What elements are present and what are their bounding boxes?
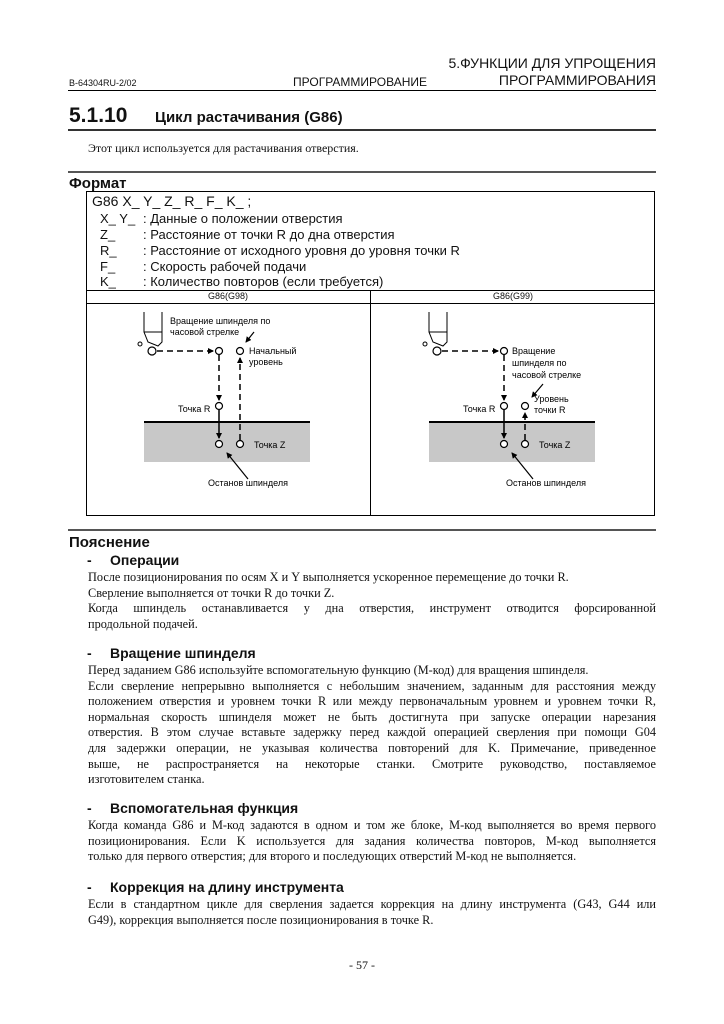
diagram-g98 <box>86 304 370 504</box>
subheading-spindle-rotation: Вращение шпинделя <box>110 645 256 661</box>
tool-icon <box>138 312 162 346</box>
section-title: Цикл растачивания (G86) <box>155 109 343 126</box>
format-heading: Формат <box>69 175 127 192</box>
param-desc: : Скорость рабочей подачи <box>143 259 307 274</box>
text-line: G49), коррекция выполняется после позиционирования в точке R. <box>88 912 434 927</box>
subheading-tool-length-compensation: Коррекция на длину инструмента <box>110 879 344 895</box>
label-r-level: Уровень <box>534 394 569 404</box>
param-desc: : Данные о положении отверстия <box>143 211 343 226</box>
point-z-marker <box>522 441 529 448</box>
text-line: только для первого отверстия; для второго и последующих отверстий М-код не выполняется. <box>88 849 577 864</box>
explanation-heading: Пояснение <box>69 534 150 551</box>
spindle-cw-arrow <box>246 332 254 342</box>
explanation-rule <box>68 529 656 531</box>
text-line: Если в стандартном цикле для сверления задается коррекция на длину инструмента (G43, G44 или <box>88 897 656 911</box>
running-header-section: ПРОГРАММИРОВАНИЕ <box>293 75 427 89</box>
running-header-chapter-line2: ПРОГРАММИРОВАНИЯ <box>498 72 656 88</box>
point-z-bottom-marker <box>501 441 508 448</box>
text-line: отверстия. В этом случае вставьте задержку перед каждой операцией сверления при помощи G04 <box>88 725 656 740</box>
label-point-z: Точка Z <box>539 440 571 450</box>
paragraph-spindle-rotation <box>88 663 656 788</box>
text-line: положением отверстия и уровнем точки R или между первоначальным уровнем и уровнем точки R, <box>88 694 656 709</box>
format-command: G86 X_ Y_ Z_ R_ F_ K_ ; <box>92 193 252 209</box>
label-r-level-2: точки R <box>534 405 566 415</box>
tool-start-point <box>148 347 156 355</box>
bullet-dash: - <box>87 879 92 895</box>
bullet-dash: - <box>87 645 92 661</box>
diagram-header-g99: G86(G99) <box>492 291 534 301</box>
param-desc: : Расстояние от точки R до дна отверстия <box>143 227 395 242</box>
point-r-marker <box>216 403 223 410</box>
page-number: - 57 - <box>349 958 375 972</box>
text-line: Сверление выполняется от точки R до точки Z. <box>88 585 335 600</box>
param-desc: : Количество повторов (если требуется) <box>143 274 384 289</box>
subheading-operations: Операции <box>110 552 180 568</box>
r-level-marker <box>522 403 529 410</box>
point-z-bottom-marker <box>216 441 223 448</box>
paragraph-tool-length-compensation <box>88 897 656 928</box>
point-z-marker <box>237 441 244 448</box>
param-key: R_ <box>100 243 117 258</box>
label-spindle-cw: Вращение <box>512 346 556 356</box>
label-spindle-stop: Останов шпинделя <box>208 478 288 488</box>
format-rule <box>68 171 656 173</box>
label-point-r: Точка R <box>463 404 496 414</box>
text-line: нормальная скорость шпинделя может не быть достигнута при запуске операции нарезания <box>88 709 656 724</box>
label-point-z: Точка Z <box>254 440 286 450</box>
tool-icon <box>423 312 447 346</box>
point-r-marker <box>501 403 508 410</box>
label-point-r: Точка R <box>178 404 211 414</box>
hole-position-point <box>501 348 508 355</box>
text-line: Перед заданием G86 используйте вспомогательную функцию (М-код) для вращения шпинделя. <box>88 663 589 677</box>
initial-level-marker <box>237 348 244 355</box>
label-initial-level-2: уровень <box>249 357 283 367</box>
text-line: для задержки операции, не указывая количества повторений для K. Примечание, приведенное <box>88 740 656 755</box>
text-line: Если сверление непрерывно выполняется с небольшим значением, заданным для расстояния между <box>88 678 656 693</box>
param-desc: : Расстояние от исходного уровня до уровня точки R <box>143 243 460 258</box>
label-spindle-stop: Останов шпинделя <box>506 478 586 488</box>
subheading-auxiliary-function: Вспомогательная функция <box>110 800 299 816</box>
diagram-g99 <box>371 304 655 504</box>
header-rule <box>68 90 656 91</box>
text-line: изготовителем станка. <box>88 772 205 787</box>
label-spindle-cw: Вращение шпинделя по <box>170 316 271 326</box>
text-line: выше, не распространяется на некоторые станки. Смотрите руководство, поставляемое <box>88 756 656 771</box>
bullet-dash: - <box>87 552 92 568</box>
section-number: 5.1.10 <box>69 104 128 127</box>
tool-start-point <box>433 347 441 355</box>
diagram-header-g98: G86(G98) <box>207 291 249 301</box>
label-initial-level: Начальный <box>249 346 297 356</box>
text-line: После позиционирования по осям X и Y выполняется ускоренное перемещение до точки R. <box>88 570 569 584</box>
param-key: Z_ <box>100 227 116 242</box>
bullet-dash: - <box>87 800 92 816</box>
document-code: B-64304RU-2/02 <box>69 78 137 88</box>
text-line: позиционирования. Если K используется для задания количества повторов, М-код выполняется <box>88 833 656 848</box>
label-spindle-cw-3: часовой стрелке <box>512 370 582 380</box>
section-intro: Этот цикл используется для растачивания отверстия. <box>88 141 359 155</box>
hole-position-point <box>216 348 223 355</box>
paragraph-operations <box>88 570 656 632</box>
text-line: продольной подачей. <box>88 616 198 631</box>
section-rule <box>68 129 656 131</box>
param-key: X_ Y_ <box>100 211 136 226</box>
text-line: Когда команда G86 и М-код задаются в одном и том же блоке, М-код выполняется во время первого <box>88 818 656 832</box>
text-line: Когда шпиндель останавливается у дна отверстия, инструмент отводится форсированной <box>88 601 656 616</box>
param-key: F_ <box>100 259 116 274</box>
param-key: K_ <box>100 274 116 289</box>
paragraph-auxiliary-function <box>88 818 656 865</box>
label-spindle-cw-2: часовой стрелке <box>170 327 240 337</box>
running-header-chapter-line1: 5.ФУНКЦИИ ДЛЯ УПРОЩЕНИЯ <box>448 55 656 71</box>
label-spindle-cw-2: шпинделя по <box>512 358 567 368</box>
